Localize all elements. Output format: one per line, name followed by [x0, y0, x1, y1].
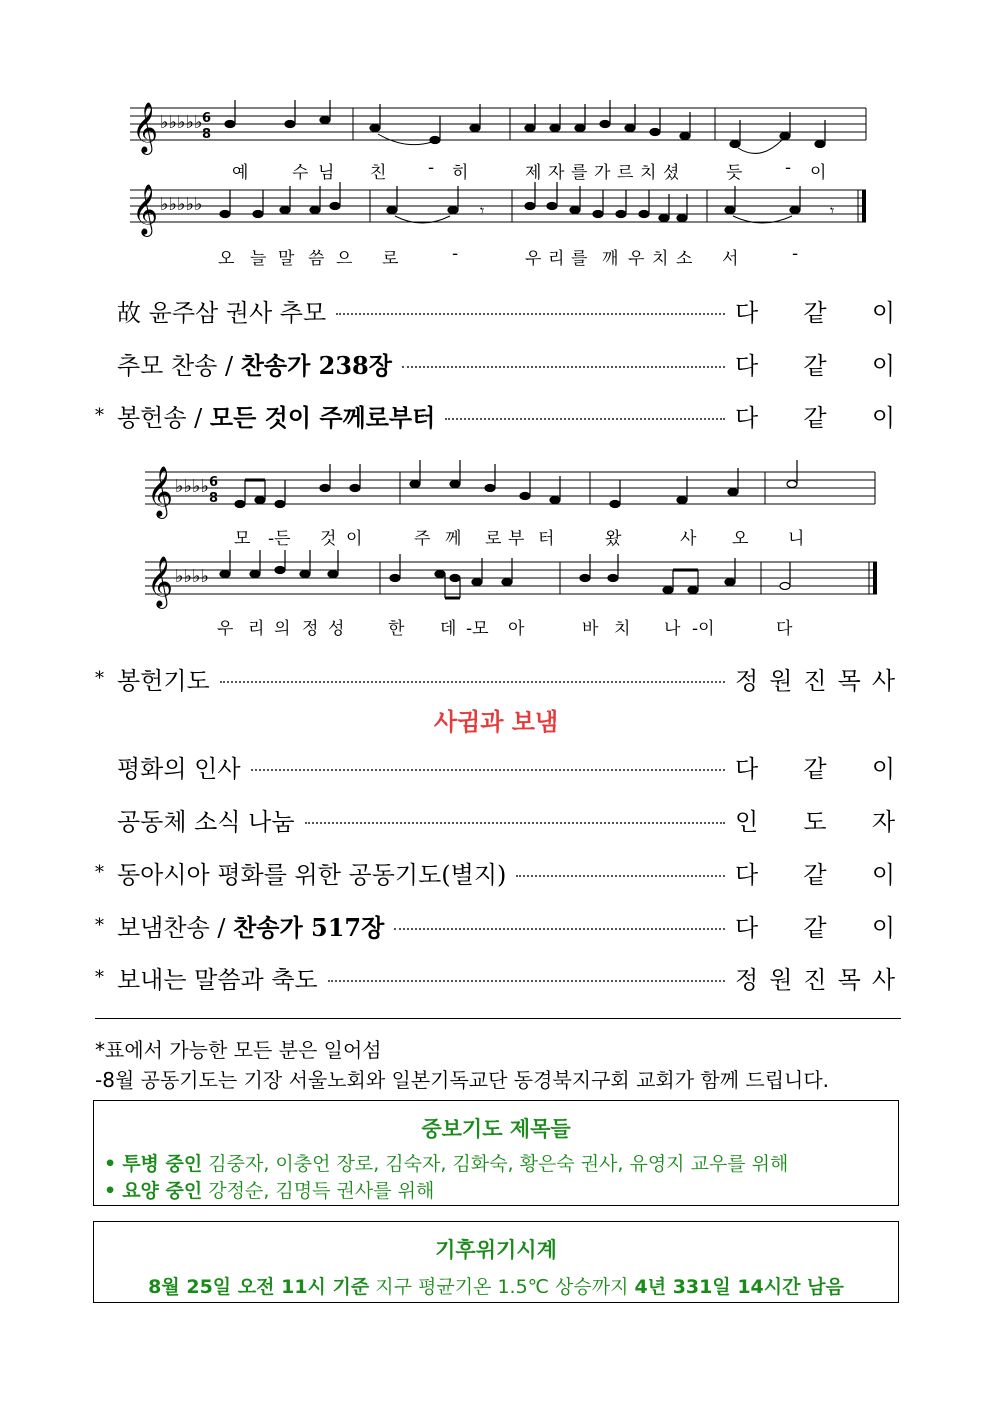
- lyric-syllable: 리: [548, 249, 565, 269]
- order-item-memorial: [95, 290, 895, 330]
- lyric-syllable: 으: [336, 249, 353, 269]
- flat-signs-icon: ♭♭♭♭♭: [160, 194, 203, 215]
- climate-clock-line: 8월 25일 오전 11시 기준 지구 평균기온 1.5℃ 상승까지 4년 331일 14시간 남음: [148, 1276, 844, 1298]
- svg-text:8: 8: [202, 127, 212, 142]
- lyric-syllable: 르: [617, 163, 634, 183]
- lyric-syllable: -: [792, 244, 799, 264]
- divider: [95, 1018, 901, 1019]
- lyric-syllable: 수: [292, 163, 309, 183]
- order-item-peace-greeting: [95, 746, 895, 786]
- leader-dots: [445, 418, 725, 420]
- hymn1-lyrics-line2: [0, 244, 992, 269]
- lyric-syllable: 다: [776, 619, 793, 639]
- order-item-label: 공동체 소식 나눔: [117, 807, 295, 836]
- lyric-syllable: 를: [571, 163, 588, 183]
- standing-mark: *: [95, 667, 104, 689]
- treble-clef-icon: 𝄞: [147, 466, 174, 517]
- lyric-syllable: -: [452, 244, 459, 264]
- prayer-box-title: 중보기도 제목들: [421, 1117, 571, 1141]
- lyric-syllable: 님: [318, 163, 335, 183]
- lyric-syllable: -모: [466, 619, 489, 639]
- lyric-syllable: -이: [692, 619, 715, 639]
- lyric-syllable: 히: [452, 163, 469, 183]
- lyric-syllable: -: [785, 158, 792, 178]
- lyric-syllable: 왔: [605, 529, 622, 549]
- lyric-syllable: 친: [370, 163, 387, 183]
- lyric-syllable: 우: [217, 619, 234, 639]
- flat-signs-icon: ♭♭♭♭: [175, 566, 209, 587]
- lyric-syllable: 오: [732, 529, 749, 549]
- order-item-label: 추모 찬송 / 찬송가 238장: [117, 350, 392, 380]
- svg-text:𝄾: 𝄾: [480, 201, 485, 220]
- order-item-leader: 다 같 이: [735, 351, 895, 380]
- lyric-syllable: 깨: [602, 249, 619, 269]
- standing-mark: *: [95, 404, 104, 426]
- order-item-offertory-prayer: [95, 658, 895, 698]
- leader-dots: [328, 980, 725, 982]
- order-item-leader: 다 같 이: [735, 403, 895, 432]
- order-item-label: 평화의 인사: [117, 754, 241, 783]
- leader-dots: [305, 822, 725, 824]
- treble-clef-icon: 𝄞: [147, 556, 174, 607]
- section-title: 사귐과 보냄: [433, 708, 559, 736]
- flat-signs-icon: ♭♭♭♭♭: [160, 112, 203, 133]
- climate-clock-box: [93, 1221, 899, 1303]
- order-item-label: 봉헌기도: [117, 666, 210, 695]
- order-item-offertory-song: [95, 395, 895, 435]
- lyric-syllable: 치: [614, 619, 631, 639]
- lyric-syllable: 우: [525, 249, 542, 269]
- order-item-leader: 정 원 진 목 사: [735, 666, 895, 695]
- lyric-syllable: 소: [676, 249, 693, 269]
- lyric-syllable: 리: [248, 619, 265, 639]
- order-item-leader: 다 같 이: [735, 913, 895, 942]
- order-item-label: 동아시아 평화를 위한 공동기도(별지): [117, 860, 507, 889]
- lyric-syllable: -: [428, 158, 435, 178]
- lyric-syllable: 로: [485, 529, 502, 549]
- hymn1-staff-line1: [130, 100, 870, 160]
- treble-clef-icon: 𝄞: [132, 102, 159, 153]
- order-item-leader: 다 같 이: [735, 754, 895, 783]
- intercessory-prayer-box: [93, 1100, 899, 1206]
- standing-note: *표에서 가능한 모든 분은 일어섬: [95, 1038, 382, 1062]
- leader-dots: [394, 928, 725, 930]
- prayer-item: • 투병 중인 김중자, 이충언 장로, 김숙자, 김화숙, 황은숙 권사, 유영지 교우를 위해: [104, 1153, 789, 1175]
- lyric-syllable: 께: [445, 529, 462, 549]
- lyric-syllable: 이: [346, 529, 363, 549]
- time-signature: 6: [209, 475, 219, 490]
- leader-dots: [402, 366, 725, 368]
- lyric-syllable: 셨: [663, 163, 680, 183]
- lyric-syllable: 것: [320, 529, 337, 549]
- lyric-syllable: 듯: [726, 163, 743, 183]
- lyric-syllable: 바: [582, 619, 599, 639]
- leader-dots: [516, 875, 725, 877]
- lyric-syllable: 터: [538, 529, 555, 549]
- lyric-syllable: 부: [508, 529, 525, 549]
- lyric-syllable: 우: [628, 249, 645, 269]
- flat-signs-icon: ♭♭♭♭: [175, 476, 209, 497]
- lyric-syllable: 말: [278, 249, 295, 269]
- lyric-syllable: 아: [508, 619, 525, 639]
- lyric-syllable: 사: [680, 529, 697, 549]
- order-item-leader: 정 원 진 목 사: [735, 965, 895, 994]
- climate-box-title: 기후위기시계: [435, 1238, 557, 1262]
- lyric-syllable: 치: [640, 163, 657, 183]
- lyric-syllable: 가: [594, 163, 611, 183]
- lyric-syllable: 이: [810, 163, 827, 183]
- lyric-syllable: 서: [722, 249, 739, 269]
- order-item-label: 보냄찬송 / 찬송가 517장: [117, 912, 385, 942]
- svg-text:𝄾: 𝄾: [830, 201, 835, 220]
- svg-text:8: 8: [209, 491, 219, 506]
- lyric-syllable: 를: [571, 249, 588, 269]
- lyric-syllable: 제: [525, 163, 542, 183]
- hymn1-staff-line2: [130, 182, 870, 242]
- order-item-memorial-hymn: [95, 343, 895, 383]
- lyric-syllable: 모: [234, 529, 251, 549]
- order-item-sending-hymn: [95, 905, 895, 945]
- lyric-syllable: 의: [274, 619, 291, 639]
- hymn2-lyrics-line2: [0, 614, 992, 639]
- order-item-benediction: [95, 957, 895, 997]
- standing-mark: *: [95, 861, 104, 883]
- order-item-joint-prayer: [95, 852, 895, 892]
- lyric-syllable: 자: [548, 163, 565, 183]
- prayer-item: • 요양 중인 강정순, 김명득 권사를 위해: [104, 1180, 435, 1202]
- lyric-syllable: -든: [268, 529, 291, 549]
- lyric-syllable: 정: [302, 619, 319, 639]
- lyric-syllable: 오: [218, 249, 235, 269]
- lyric-syllable: 나: [664, 619, 681, 639]
- lyric-syllable: 데: [440, 619, 457, 639]
- hymn1-lyrics-line1: [0, 158, 992, 183]
- treble-clef-icon: 𝄞: [132, 184, 159, 235]
- lyric-syllable: 주: [414, 529, 431, 549]
- joint-prayer-note: -8월 공동기도는 기장 서울노회와 일본기독교단 동경북지구회 교회가 함께 드립니다.: [95, 1068, 830, 1092]
- lyric-syllable: 씀: [308, 249, 325, 269]
- order-item-leader: 다 같 이: [735, 298, 895, 327]
- leader-dots: [336, 313, 725, 315]
- lyric-syllable: 치: [652, 249, 669, 269]
- order-item-leader: 다 같 이: [735, 860, 895, 889]
- order-item-label: 봉헌송 / 모든 것이 주께로부터: [117, 402, 436, 432]
- standing-mark: *: [95, 966, 104, 988]
- standing-mark: *: [95, 914, 104, 936]
- leader-dots: [251, 769, 725, 771]
- hymn2-staff-line1: [145, 460, 885, 520]
- lyric-syllable: 늘: [250, 249, 267, 269]
- lyric-syllable: 성: [328, 619, 345, 639]
- lyric-syllable: 니: [788, 529, 805, 549]
- lyric-syllable: 로: [382, 249, 399, 269]
- order-item-label: 보내는 말씀과 축도: [117, 965, 318, 994]
- hymn2-lyrics-line1: [0, 524, 992, 549]
- hymn2-staff-line2: [145, 550, 885, 610]
- lyric-syllable: 예: [232, 163, 249, 183]
- lyric-syllable: 한: [388, 619, 405, 639]
- leader-dots: [220, 681, 725, 683]
- order-item-community-news: [95, 799, 895, 839]
- order-item-leader: 인 도 자: [735, 807, 895, 836]
- order-item-label: 故 윤주삼 권사 추모: [117, 298, 327, 327]
- time-signature: 6: [202, 111, 212, 126]
